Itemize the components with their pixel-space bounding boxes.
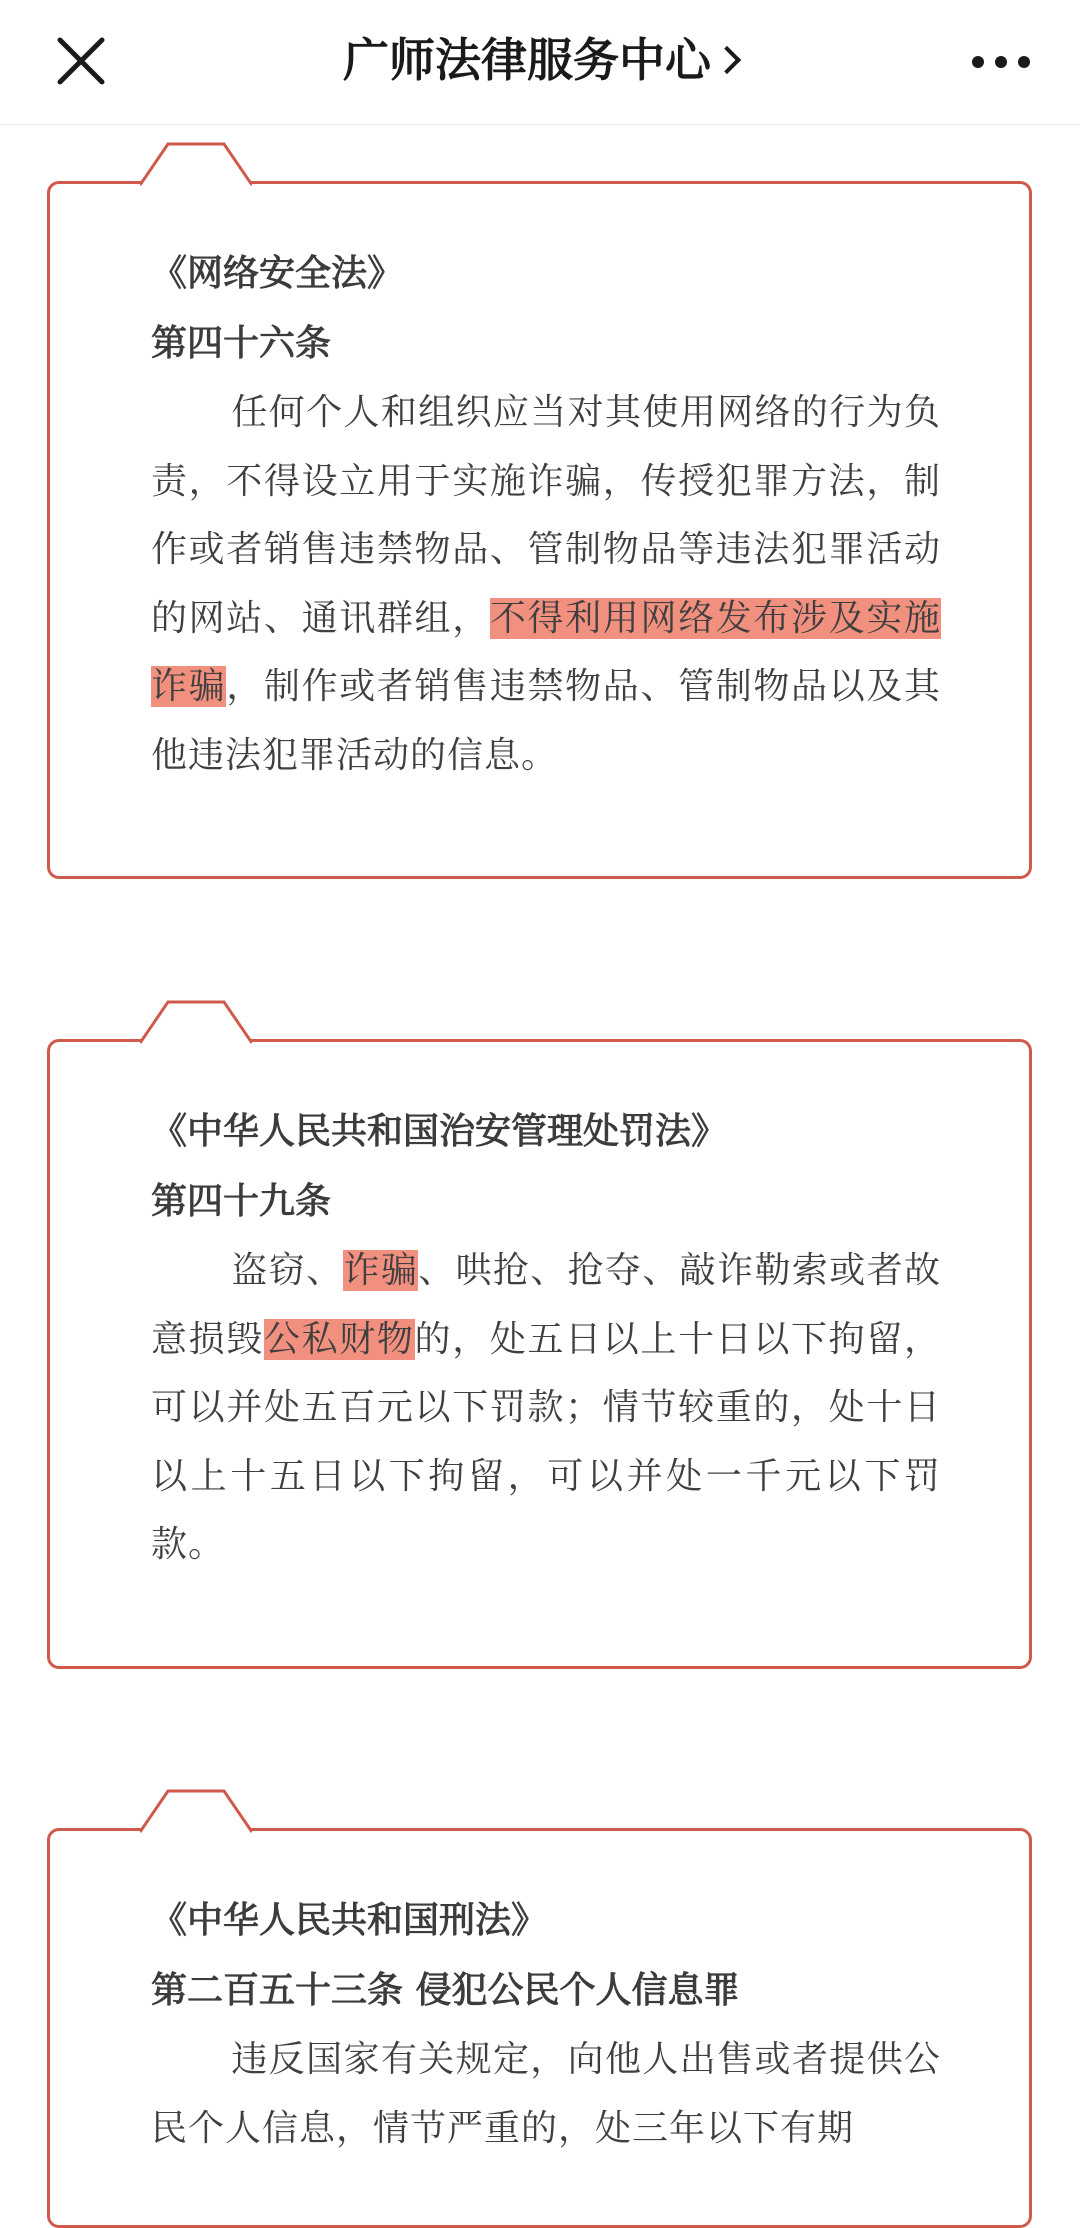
law-card: [47, 1039, 1032, 1669]
highlighted-text: 公私财物: [263, 1318, 415, 1360]
article-body: [151, 379, 941, 790]
highlighted-text: 不得利用网络发布涉及实施诈骗: [151, 597, 941, 707]
article-number: 第四十六条: [151, 323, 332, 364]
card-content: [151, 1097, 941, 1580]
card-content: [151, 1886, 941, 2163]
card-tab-decoration: [140, 1000, 252, 1044]
body-text: 盗窃、: [231, 1250, 344, 1291]
article-number: 第二百五十三条 侵犯公民个人信息罪: [151, 1970, 740, 2011]
body-text: ，制作或者销售违禁物品、管制物品以及其他违法犯罪活动的信息。: [151, 666, 941, 776]
article-body: [151, 2026, 941, 2163]
card-content: [151, 239, 941, 790]
law-card: [47, 181, 1032, 879]
top-navbar: [0, 0, 1080, 125]
body-text: 任何个人和组织应当对其使用网络的行为负责，不得设立用于实施诈骗，传授犯罪方法，制作或者销售违禁物品、管制物品等违法犯罪活动的网站、通讯群组，: [151, 392, 941, 639]
law-title: 《中华人民共和国治安管理处罚法》: [151, 1111, 728, 1152]
law-title: 《中华人民共和国刑法》: [151, 1900, 548, 1941]
law-title: 《网络安全法》: [151, 253, 404, 294]
body-text: 、哄抢、抢夺、敲诈勒索或者故意损毁: [151, 1250, 941, 1360]
article-body: [151, 1237, 941, 1580]
more-icon[interactable]: [966, 42, 1036, 82]
card-tab-decoration: [140, 1789, 252, 1833]
page-title: 广师法律服务中心: [343, 33, 711, 87]
body-text: 违反国家有关规定，向他人出售或者提供公民个人信息，情节严重的，处三年以下有期: [151, 2039, 941, 2149]
chevron-right-icon: [713, 46, 741, 74]
page-title-link[interactable]: [0, 28, 1080, 92]
highlighted-text: 诈骗: [343, 1250, 419, 1291]
body-text: 的，处五日以上十日以下拘留，可以并处五百元以下罚款；情节较重的，处十日以上十五日以下拘留，可以并处一千元以下罚款。: [151, 1318, 941, 1565]
law-card: [47, 1828, 1032, 2228]
card-tab-decoration: [140, 142, 252, 186]
article-number: 第四十九条: [151, 1181, 332, 1222]
